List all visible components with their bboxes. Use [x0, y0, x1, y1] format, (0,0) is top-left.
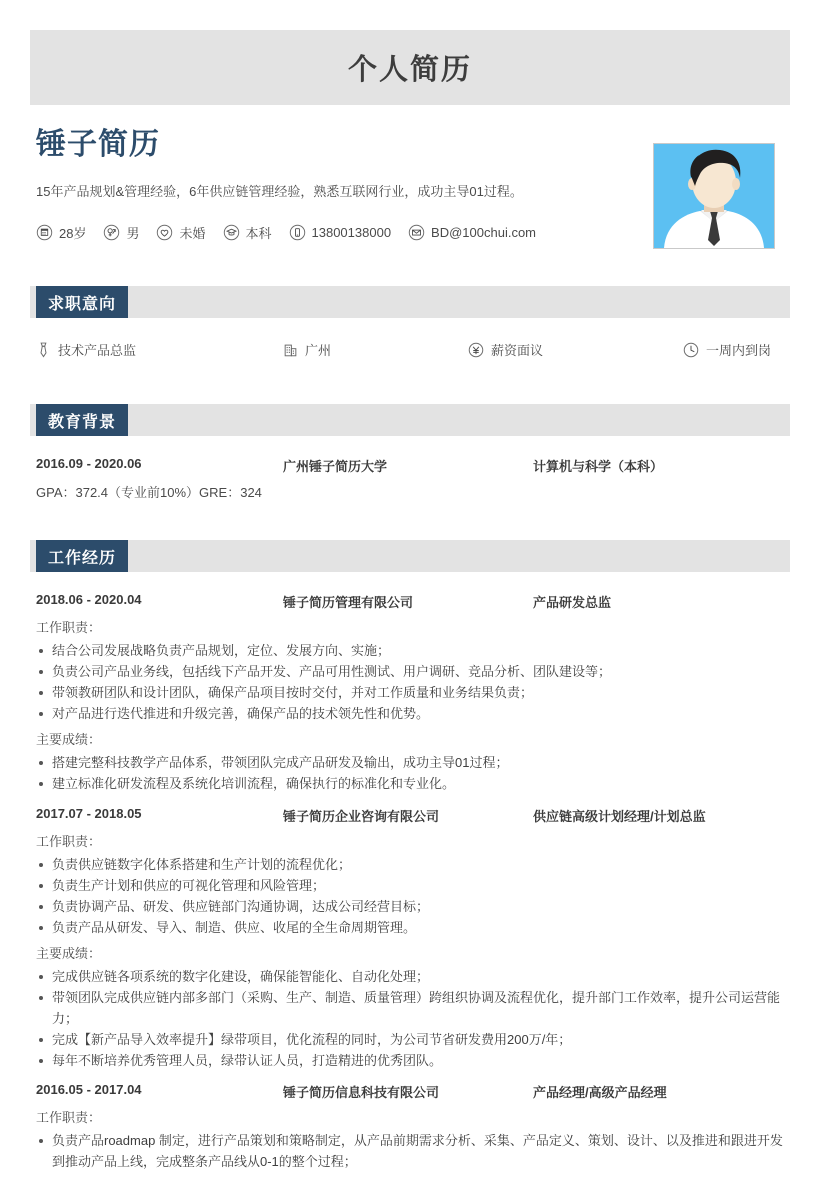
- work-duty-label: 工作职责：: [36, 834, 102, 849]
- job-intention-availability: [683, 340, 771, 359]
- work-entry-body: [36, 832, 790, 1077]
- meta-marital-status: [156, 223, 205, 242]
- work-achievement-label: 主要成绩：: [36, 946, 102, 961]
- job-intention-salary-value: 薪资面议: [491, 343, 544, 358]
- work-duty-list: [36, 1130, 790, 1172]
- work-achievement-list: [36, 752, 790, 794]
- job-intention-availability-value: 一周内到岗: [706, 343, 772, 358]
- education-school: 广州锤子简历大学: [283, 459, 388, 474]
- list-item: 建立标准化研发流程及系统化培训流程，确保执行的标准化和专业化。: [36, 773, 790, 794]
- list-item: 负责生产计划和供应的可视化管理和风险管理；: [36, 875, 790, 896]
- list-item: 结合公司发展战略负责产品规划，定位、发展方向、实施；: [36, 640, 790, 661]
- profile-summary: 15年产品规划&管理经验，6年供应链管理经验，熟悉互联网行业，成功主导01过程。: [36, 184, 523, 199]
- work-position: 产品研发总监: [533, 595, 612, 610]
- meta-email: [408, 224, 536, 241]
- meta-age-value: 28岁: [59, 226, 87, 242]
- list-item: 负责供应链数字化体系搭建和生产计划的流程优化；: [36, 854, 790, 875]
- list-item: 完成供应链各项系统的数字化建设，确保能智能化、自动化处理；: [36, 966, 790, 987]
- education-date: 2016.09 - 2020.06: [36, 456, 142, 471]
- list-item: 对产品进行迭代推进和升级完善，确保产品的技术领先性和优势。: [36, 703, 790, 724]
- section-education: [30, 404, 790, 436]
- section-work-label: 工作经历: [36, 540, 128, 572]
- list-item: 负责协调产品、研发、供应链部门沟通协调，达成公司经营目标；: [36, 896, 790, 917]
- meta-gender-value: 男: [126, 226, 140, 242]
- list-item: 负责公司产品业务线，包括线下产品开发、产品可用性测试、用户调研、竞品分析、团队建设等；: [36, 661, 790, 682]
- work-date: 2018.06 - 2020.04: [36, 592, 142, 607]
- yen-icon: [468, 342, 484, 358]
- work-entry-body: [36, 618, 790, 800]
- work-duty-list: [36, 854, 790, 938]
- meta-phone-value: 13800138000: [311, 225, 392, 241]
- gender-icon: [103, 224, 120, 241]
- education-detail: GPA：372.4（专业前10%）GRE：324: [36, 485, 262, 500]
- profile-meta-row: [36, 223, 646, 242]
- work-achievement-label: 主要成绩：: [36, 732, 102, 747]
- meta-education-value: 本科: [245, 226, 272, 242]
- resume-title-banner: [30, 30, 790, 105]
- tie-icon: [36, 342, 51, 358]
- candidate-name: 锤子简历: [36, 128, 160, 161]
- list-item: 带领教研团队和设计团队，确保产品项目按时交付，并对工作质量和业务结果负责；: [36, 682, 790, 703]
- education-cap-icon: [223, 224, 240, 241]
- work-duty-label: 工作职责：: [36, 620, 102, 635]
- meta-age: [36, 223, 86, 242]
- work-position: 产品经理/高级产品经理: [533, 1085, 667, 1100]
- list-item: 完成【新产品导入效率提升】绿带项目，优化流程的同时，为公司节省研发费用200万/年；: [36, 1029, 790, 1050]
- work-duty-label: 工作职责：: [36, 1110, 102, 1125]
- education-major: 计算机与科学（本科）: [533, 459, 664, 474]
- profile-block: [36, 128, 646, 242]
- work-date: 2017.07 - 2018.05: [36, 806, 142, 821]
- job-intention-position: [36, 340, 136, 359]
- work-company: 锤子简历企业咨询有限公司: [283, 809, 440, 824]
- section-work: [30, 540, 790, 572]
- phone-icon: [289, 224, 306, 241]
- meta-phone: [289, 224, 392, 241]
- job-intention-city: [283, 340, 331, 359]
- list-item: 负责产品roadmap 制定，进行产品策划和策略制定，从产品前期需求分析、采集、产品定义、策划、设计、以及推进和跟进开发到推动产品上线，完成整条产品线从0-1的整个过程；: [36, 1130, 790, 1172]
- job-intention-salary: [468, 340, 543, 359]
- work-date: 2016.05 - 2017.04: [36, 1082, 142, 1097]
- job-intention-position-value: 技术产品总监: [58, 343, 137, 358]
- job-intention-city-value: 广州: [305, 343, 332, 358]
- meta-marital-value: 未婚: [179, 226, 206, 242]
- section-education-label: 教育背景: [36, 404, 128, 436]
- list-item: 带领团队完成供应链内部多部门（采购、生产、制造、质量管理）跨组织协调及流程优化，提升部门工作效率，提升公司运营能力；: [36, 987, 790, 1029]
- clock-icon: [683, 342, 699, 358]
- building-icon: [283, 342, 298, 358]
- avatar: [653, 143, 775, 249]
- section-job-intention: [30, 286, 790, 318]
- work-entry-body: [36, 1108, 790, 1178]
- list-item: 搭建完整科技教学产品体系，带领团队完成产品研发及输出，成功主导01过程；: [36, 752, 790, 773]
- marital-status-icon: [156, 224, 173, 241]
- meta-email-value: BD@100chui.com: [431, 225, 537, 241]
- work-company: 锤子简历信息科技有限公司: [283, 1085, 440, 1100]
- section-job-intention-label: 求职意向: [36, 286, 128, 318]
- work-achievement-list: [36, 966, 790, 1071]
- work-duty-list: [36, 640, 790, 724]
- page-title: 个人简历: [347, 54, 472, 86]
- work-position: 供应链高级计划经理/计划总监: [533, 809, 706, 824]
- meta-gender: [103, 223, 139, 242]
- list-item: 每年不断培养优秀管理人员，绿带认证人员，打造精进的优秀团队。: [36, 1050, 790, 1071]
- work-company: 锤子简历管理有限公司: [283, 595, 414, 610]
- list-item: 负责产品从研发、导入、制造、供应、收尾的全生命周期管理。: [36, 917, 790, 938]
- meta-education: [223, 223, 272, 242]
- email-icon: [408, 224, 425, 241]
- calendar-icon: [36, 224, 53, 241]
